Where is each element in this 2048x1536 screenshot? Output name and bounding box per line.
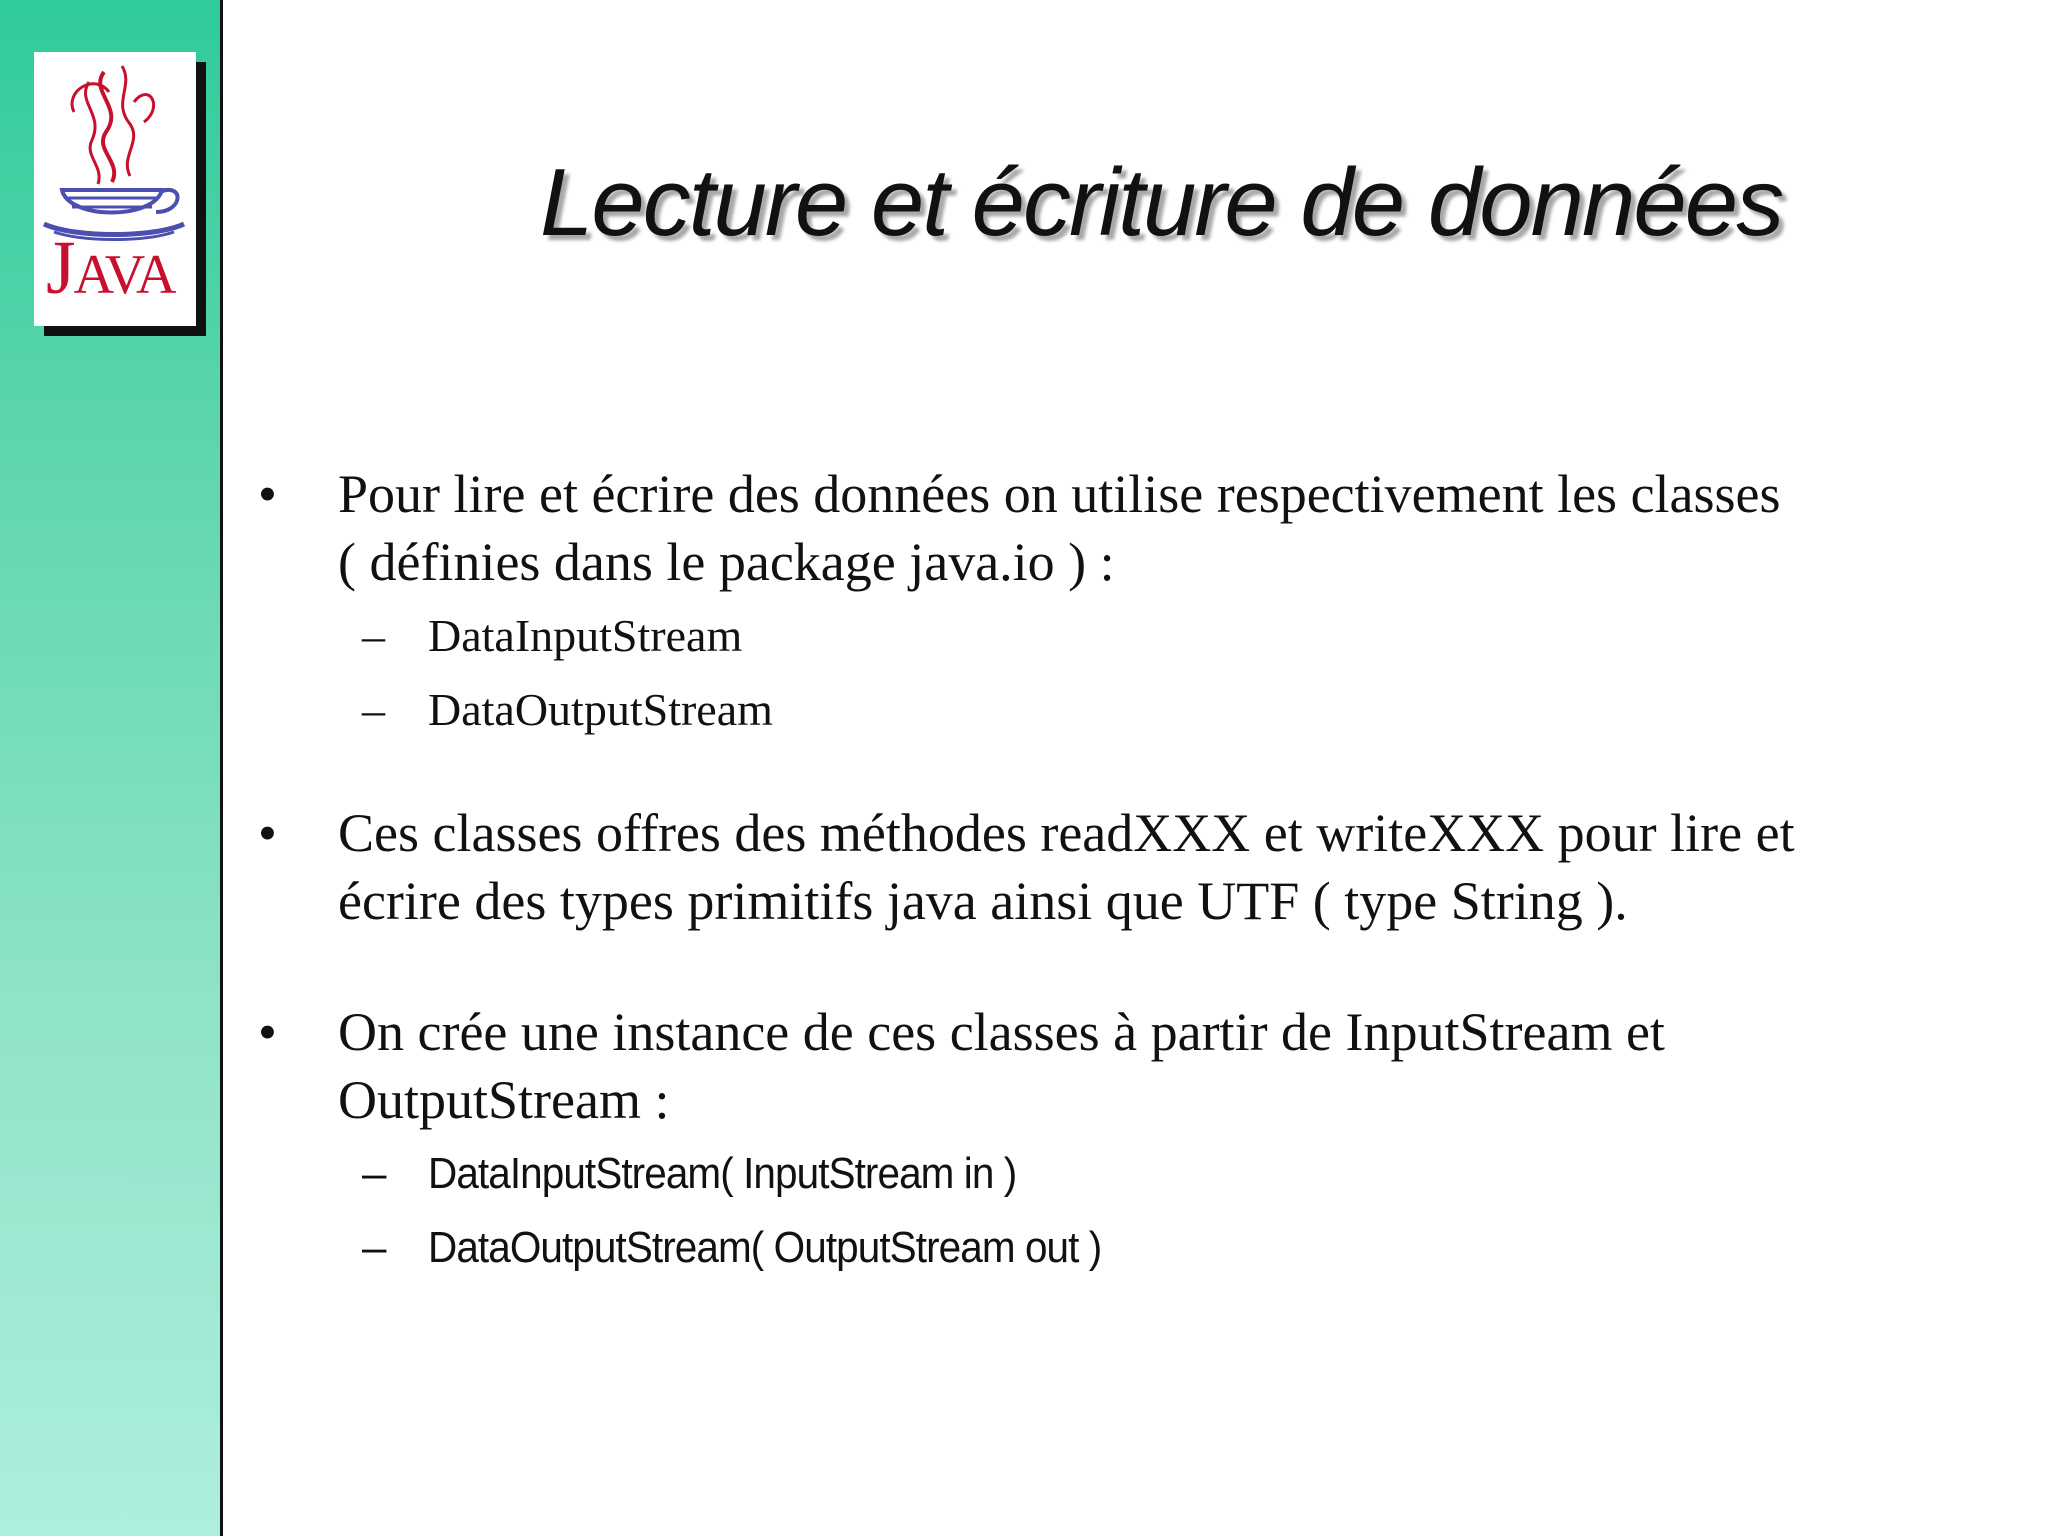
slide: JAVA Lecture et écriture de données • Pour lire et écrire des données on utilise respectivement les classes ( définies dans le package java.io ) : – DataInputStream – DataOutputStream • Ces classes offres des méthodes readXXX et writeXXX pour lire et écrire des types primitifs java ainsi que UTF ( type String ). • On crée une instance de ces classes à partir de InputStream et OutputStream : – DataInputStream( InputStream in ) – DataOutputStream( OutputStream out )	[0, 0, 2048, 1536]
bullet-item-3	[258, 998, 1898, 1138]
coffee-cup-icon	[34, 52, 196, 242]
bullet-item-1	[258, 460, 1898, 600]
bullet-text: Pour lire et écrire des données on utilise respectivement les classes ( définies dans le package java.io ) :	[338, 464, 1781, 592]
bullet-item-2	[258, 799, 1898, 939]
java-logo-text: JAVA	[46, 226, 175, 310]
bullet-marker: •	[258, 1002, 277, 1062]
bullet-text: On crée une instance de ces classes à partir de InputStream et OutputStream :	[338, 1002, 1665, 1130]
bullet-text: Ces classes offres des méthodes readXXX et writeXXX pour lire et écrire des types primitifs java ainsi que UTF ( type String ).	[338, 803, 1795, 931]
bullet-marker: •	[258, 803, 277, 863]
java-logo	[34, 52, 196, 326]
slide-title: Lecture et écriture de données	[540, 149, 1783, 256]
bullet-marker: •	[258, 464, 277, 524]
